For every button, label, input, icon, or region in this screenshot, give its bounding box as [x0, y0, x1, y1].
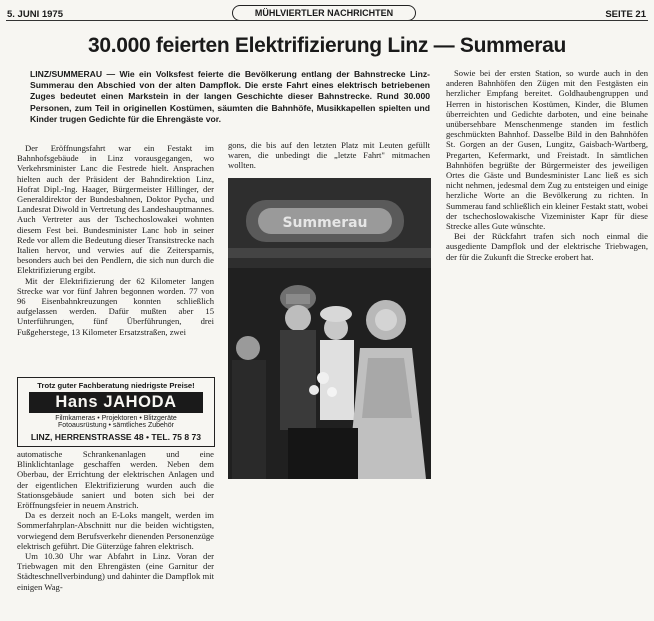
issue-date: 5. JUNI 1975: [7, 9, 63, 20]
news-photo: [228, 178, 431, 479]
newspaper-name: MÜHLVIERTLER NACHRICHTEN: [232, 5, 416, 21]
paragraph: automatische Schrankenanlagen und eine Blinklichtanlage geschaffen werden. Neben dem Oberbau, der Errichtung der elektrischen Anlagen und der eigentlichen Elektrifizierung wurden auch die Stationsgebäude saniert und boten sich bei der Eröffnungsfeier in neuem Anstrich.: [17, 449, 214, 511]
header-rule: [6, 20, 648, 21]
column-1-bottom: [17, 449, 214, 592]
ad-company-name: Hans JAHODA: [29, 392, 203, 413]
ad-headline: Trotz guter Fachberatung niedrigste Preise!: [37, 381, 195, 390]
station-sign: Summerau: [282, 215, 368, 231]
paragraph: gons, die bis auf den letzten Platz mit Leuten gefüllt waren, die unbedingt die „letzte Fahrt" mitmachen wollten.: [228, 140, 430, 171]
paragraph: Der Eröffnungsfahrt war ein Festakt im Bahnhofsgebäude in Linz vorausgegangen, wo Verkehrsminister Lanc die Festrede hielt. Ansprachen hielten auch der Präsident der Bahndirektion Linz, Hofrat Dipl.-Ing. Haager, Bürgermeister Hillinger, der Generaldirektor der Bundesbahnen, Doktor Pycha, und Landesrat Diwold in Vertretung des Landeshauptmannes. Auch Vertreter aus der Tschechoslowakei wohnten diesem Fest bei. Bundesminister Lanc hob in seiner Rede vor allem die Bedeutung dieser Transitstrecke nach Italien hervor, und verwies auf die Zeitersparnis, besonders auch bei den Pendlern, die sich nun durch die Elektrifizierung ergibt.: [17, 143, 214, 276]
column-2-top: [228, 140, 430, 171]
paragraph: Da es derzeit noch an E-Loks mangelt, werden im Sommerfahrplan-Abschnitt nur die beiden wichtigsten, vorwiegend dem Berufsverkehr dienenden Personenzüge elektrisch geführt. Die Güterzüge fahren elektrisch.: [17, 510, 214, 551]
page-number: SEITE 21: [605, 9, 646, 20]
column-3: [446, 68, 648, 262]
photo-illustration: [228, 178, 431, 479]
advertisement: [17, 377, 215, 447]
paragraph: Bei der Rückfahrt trafen sich noch einmal die ausgediente Dampflok und der elektrische Triebwagen, der für die Zukunft die Strecke erobert hat.: [446, 231, 648, 262]
ad-products-line: Filmkameras • Projektoren • Blitzgeräte: [55, 415, 177, 422]
article-lead: LINZ/SUMMERAU — Wie ein Volksfest feierte die Bevölkerung entlang der Bahnstrecke Linz-Summerau den Abschied von der alten Dampflok. Die erste Fahrt eines elektrisch betriebenen Zuges bedeutet einen Markstein in der langen Geschichte dieser Bahnstrecke. Rund 30.000 Personen, zum Teil in originellen Kostümen, säumten die Bahnhöfe, Musikkapellen spielten und Kinder trugen Gedichte für die Ehrengäste vor.: [30, 69, 430, 124]
paragraph: Mit der Elektrifizierung der 62 Kilometer langen Strecke war vor fünf Jahren begonnen worden. 77 von 96 Eisenbahnkreuzungen konnten schließlich aufgelassen werden. Dafür mußten aber 15 Unterführungen, fünf Überführungen, drei Fußgeherstege, 13 Kilometer Ersatzstraßen, zwei: [17, 275, 214, 337]
ad-address: LINZ, HERRENSTRASSE 48 • TEL. 75 8 73: [30, 432, 202, 442]
ad-products-line: Fotoausrüstung • sämtliches Zubehör: [57, 422, 175, 429]
column-1-top: [17, 143, 214, 337]
article-headline: 30.000 feierten Elektrifizierung Linz — Summerau: [87, 34, 567, 57]
paragraph: Sowie bei der ersten Station, so wurde auch in den anderen Bahnhöfen den Zügen mit den Festgästen ein herzlicher Empfang bereitet. Goldhaubengruppen und Herren in historischen Kostümen, Kinder, die Blumen überreichten und Gedichte darboten, und eine beinahe unübersehbare Menschenmenge standen im festlich geschmückten Bahnhof. Dasselbe Bild in den Bahnhöfen St. Gorgen an der Gusen, Lungitz, Gaisbach-Wartberg, Pregarten, Kefermarkt, und Freistadt. In sämtlichen Bahnhöfen begrüßte der Bürgermeister des jeweiligen Ortes die Gäste und Bundesminister Lanc ließ es sich nicht nehmen, jedesmal dem Zug zu entsteigen und einige herzliche Worte an die Bevölkerung zu richten. In Summerau fand schließlich ein kleiner Festakt statt, wobei der tschechoslowakische Vizeminister Kapr für diese Strecke alles Gute wünschte.: [446, 68, 648, 232]
paragraph: Um 10.30 Uhr war Abfahrt in Linz. Voran der Triebwagen mit den Ehrengästen (eine Garnitur der Städteschnellverbindung) und dahinter die Dampflok mit einigen Wag-: [17, 551, 214, 592]
